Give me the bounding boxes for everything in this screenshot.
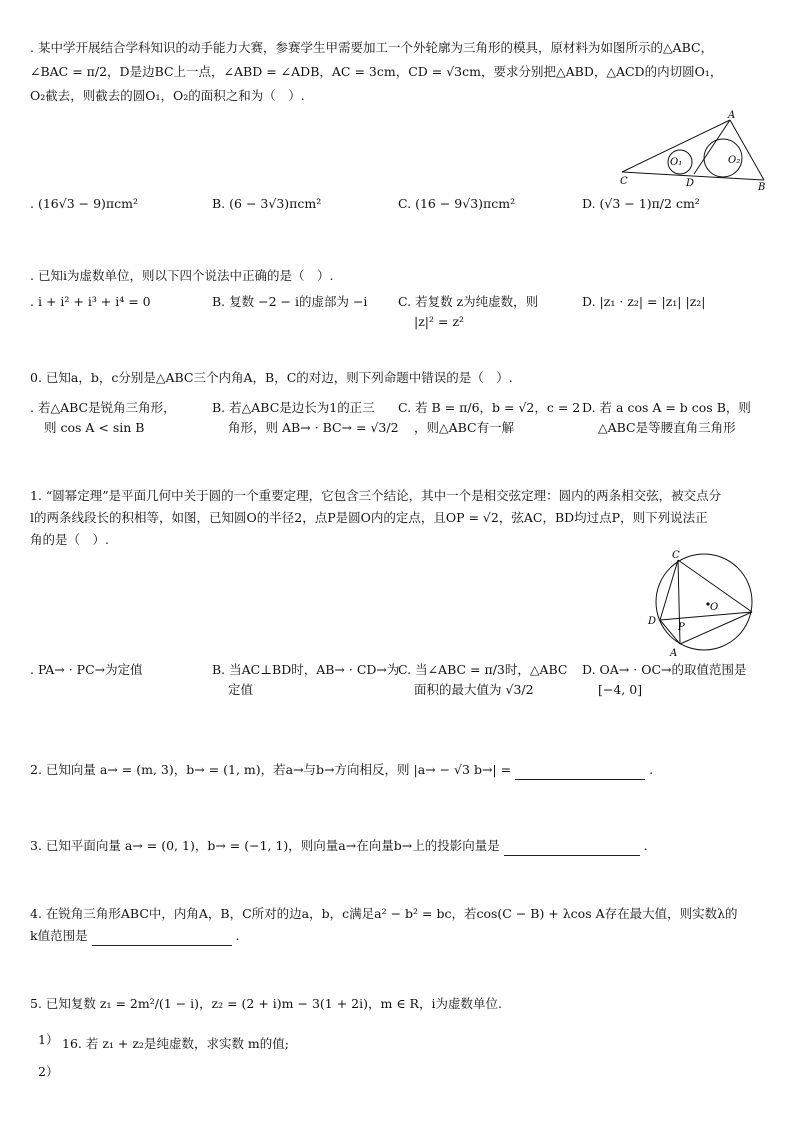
q11-line3: 角的是（ ）. xyxy=(30,532,109,547)
q11-option-b[interactable]: B. 当AC⊥BD时，AB→ · CD→为 定值 xyxy=(212,662,400,697)
q12-answer-blank[interactable] xyxy=(515,779,645,780)
q9-option-c[interactable]: C. 若复数 z为纯虚数，则 |z|² = z² xyxy=(398,294,539,329)
q8-line2: ∠BAC = π/2，D是边BC上一点，∠ABD = ∠ADB，AC = 3cm，CD = √3cm，要求分别把△ABD，△ACD的内切圆O₁， xyxy=(30,64,723,79)
q11-line1: 1. “圆幂定理”是平面几何中关于圆的一个重要定理，它包含三个结论，其中一个是相交弦定理：圆内的两条相交弦，被交点分 xyxy=(30,488,722,503)
q9-option-a[interactable]: . i + i² + i³ + i⁴ = 0 xyxy=(30,294,151,309)
q15-sub1-mark: 1） xyxy=(38,1032,59,1047)
q14-answer-blank[interactable] xyxy=(92,945,232,946)
q15-sub2-mark: 2） xyxy=(38,1064,59,1079)
q8-option-c[interactable]: C. (16 − 9√3)πcm² xyxy=(398,196,516,211)
q11-option-a[interactable]: . PA→ · PC→为定值 xyxy=(30,662,143,677)
q11-label-a: A xyxy=(670,648,678,658)
q9-stem: . 已知i为虚数单位，则以下四个说法中正确的是（ ）. xyxy=(30,268,334,283)
q10-option-d[interactable]: D. 若 a cos A = b cos B，则 △ABC是等腰直角三角形 xyxy=(582,400,751,435)
q10-option-c[interactable]: C. 若 B = π/6，b = √2，c = 2 ，则△ABC有一解 xyxy=(398,400,581,435)
q11-option-c[interactable]: C. 当∠ABC = π/3时，△ABC 面积的最大值为 √3/2 xyxy=(398,662,568,697)
q10-option-a[interactable]: . 若△ABC是锐角三角形， 则 cos A < sin B xyxy=(30,400,176,435)
q15-sub1: 16. 若 z₁ + z₂是纯虚数，求实数 m的值; xyxy=(62,1036,289,1051)
q14-line1: 4. 在锐角三角形ABC中，内角A，B，C所对的边a，b，c满足a² − b² = bc，若cos(C − B) + λcos A存在最大值，则实数λ的 xyxy=(30,906,738,921)
q8-option-d[interactable]: D. (√3 − 1)π/2 cm² xyxy=(582,196,700,211)
q15-stem: 5. 已知复数 z₁ = 2m²/(1 − i)，z₂ = (2 + i)m − 3(1 + 2i)，m ∈ R，i为虚数单位. xyxy=(30,996,502,1011)
q14-line2: k值范围是 . xyxy=(30,926,240,946)
q10-stem: 0. 已知a，b，c分别是△ABC三个内角A，B，C的对边，则下列命题中错误的是（ ）. xyxy=(30,370,513,385)
q11-line2: l的两条线段长的积相等，如图，已知圆O的半径2，点P是圆O内的定点，且OP = √2，弦AC，BD均过点P，则下列说法正 xyxy=(30,510,708,525)
q11-label-o: O xyxy=(710,602,719,613)
q13-stem: 3. 已知平面向量 a→ = (0, 1)，b→ = (−1, 1)，则向量a→在向量b→上的投影向量是 . xyxy=(30,836,648,856)
q10-option-b[interactable]: B. 若△ABC是边长为1的正三 角形，则 AB→ · BC→ = √3/2 xyxy=(212,400,399,435)
q8-label-o2: O₂ xyxy=(728,155,741,166)
q11-option-d[interactable]: D. OA→ · OC→的取值范围是 [−4, 0] xyxy=(582,662,747,697)
q8-line1: . 某中学开展结合学科知识的动手能力大赛，参赛学生甲需要加工一个外轮廓为三角形的模具，原材料为如图所示的△ABC， xyxy=(30,40,714,55)
q8-label-c: C xyxy=(620,176,628,187)
q8-option-a[interactable]: . (16√3 − 9)πcm² xyxy=(30,196,138,211)
q11-label-c: C xyxy=(672,550,680,561)
q11-label-p: P xyxy=(678,622,685,633)
q11-circle-figure xyxy=(640,548,764,658)
q8-label-o1: O₁ xyxy=(670,157,683,168)
q8-label-d: D xyxy=(686,178,695,189)
q8-option-b[interactable]: B. (6 − 3√3)πcm² xyxy=(212,196,322,211)
q9-option-d[interactable]: D. |z₁ · z₂| = |z₁| |z₂| xyxy=(582,294,706,309)
q12-stem: 2. 已知向量 a→ = (m, 3)，b→ = (1, m)，若a→与b→方向相反，则 |a→ − √3 b→| = . xyxy=(30,760,653,780)
q9-option-b[interactable]: B. 复数 −2 − i的虚部为 −i xyxy=(212,294,368,309)
q11-label-d: D xyxy=(648,616,657,627)
q8-line3: O₂截去，则截去的圆O₁，O₂的面积之和为（ ）. xyxy=(30,88,305,103)
q8-label-b: B xyxy=(758,182,766,190)
q13-answer-blank[interactable] xyxy=(504,855,640,856)
q8-label-a: A xyxy=(728,110,736,121)
q8-triangle-figure xyxy=(618,108,768,190)
